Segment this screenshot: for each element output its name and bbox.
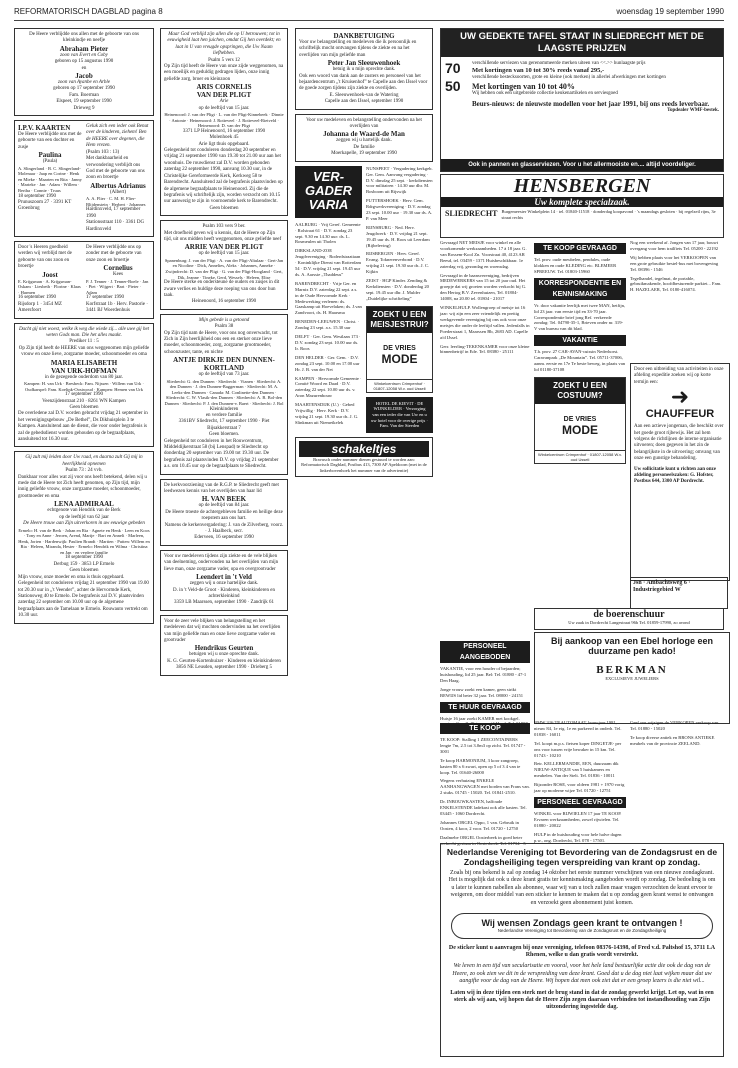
ad-address: Winkelcentrum Crimpenhof · 01807-12058 W.v. oud Usseli	[535, 450, 625, 463]
notice-family: A. Slingerland · B. C. Slingerland-Molenaar · Jaap en Corine · Henk en Mieke · Maarten en Rita · Janny · Marieke · Jan · Adam · Willem · Bertha · Connie · Truus	[18, 165, 82, 194]
meeting-item: ZEIST · HGP Kinder. Zending & Kerkdiensten · D.V. donderdag 20 sept. 19.45 uur dhr. J. Mulder „Duidelijke schrifteling”	[366, 278, 429, 301]
hotel-ad: HOTEL DE KIEVIT · DE WIJNKELDER · Verzorging van een ieder die van Uw en u uw hotel voor de overige prijs · Fam. Van der Steeden	[366, 397, 433, 433]
notice-address: Moerkapelle, 19 september 1990	[331, 151, 397, 157]
notice-sub: zoon van Ayanbe en Arble	[57, 80, 111, 86]
notice-signature: De familie	[353, 144, 375, 150]
notice-name: Abraham Pieter	[59, 44, 109, 53]
section-heading: TE KOOP	[440, 723, 530, 734]
notice-name: Jacob	[75, 72, 93, 81]
meeting-item: DEN HELDER · Ger. Gem. · D.V. zondag 23 sept. 10.00 en 17.00 uur Hr. J. B. van der Net	[295, 354, 360, 372]
boerenschuur-address: Uw zaak in Dordrecht Langestraat 96b Tel. 01859-17990, zo avond	[568, 620, 690, 625]
notice-ref: Psalm 38	[214, 324, 234, 330]
notice-name: ANTJE DIRKJE DEN DUNNEN-	[173, 356, 275, 365]
classified-item: Wegens verhuizing ENKELE AANHANGWAGEN met borden van Frans van. 2 stuks. 01745 - 15020. Tel. 01841-2510.	[440, 778, 530, 796]
notice-address: Derbug 159 · 3853 LP Ermelo	[53, 561, 115, 567]
notice-text: Op Zijn tijd heeft de HEERE van ons weggenomen mijn geliefde vrouw en onze lieve, zorgzame moeder, schoonmoeder en oma	[18, 345, 150, 358]
meeting-item: RIJNSBURG · Ned. Herv. Jeugdwerk · D.V. vrijdag 21 sept. 19.45 uur ds. H. Roos uit Leerdam (Rijbeleving)	[366, 224, 430, 248]
notice-name: Johanna de Waard-de Man	[323, 130, 405, 139]
meetings-left	[295, 166, 362, 437]
notice-quote: De Heere trouw aan Zijn uitverkoren in uw eeuwige gebeden	[23, 521, 145, 527]
zondagsrust-paragraph: Laten wij in deze tijden een sterk met de brug stand in dat de zondag gewerkt krijgt. Let op, wat in een sterk als wij aan, wij hopen dat de Heere Zijn zegen daaraan verbinden tot instandhouding van Zijn uitzondering ingestelde dag.	[450, 989, 714, 1011]
de-vries-logo	[367, 333, 432, 379]
schakeltjes-logo: schakeltjes	[299, 441, 429, 457]
classified-item: WINKEL voor RIJWIELEN 17 jaar TE KOOP. Ervaren werkzaamheden, zowel rijwielen. Tel. 01880 - 20022	[534, 810, 622, 828]
death-notice-den-dunnen	[160, 314, 288, 475]
classified-item: Nog een weekend af. Jongen van 17 jaar, bouwt overgang voor hem trailfiets Tel. 05200 - 22192	[630, 240, 719, 251]
vacancy-title: CHAUFFEUR	[645, 408, 715, 421]
hensbergen-ad	[440, 174, 724, 238]
classifieds-list	[440, 666, 530, 699]
vacancy-contact: Uw sollicitatie kunt u richten aan onze afdeling personeelszaken: G. Hofster, Postbus 644, 3300 AP Dordrecht.	[634, 466, 716, 485]
notice-thanks: betuig ik u mijn oprechte dank.	[332, 67, 396, 73]
classified-item: Johannes ORGEL Oppo, 1 van. Gebruik in Oosten, 4 koor, 2 voor. Tel. 01720 - 12750	[440, 819, 519, 831]
notice-note: De Heere sterke en ondersteune de ouders en zusjes in dit zware verlies en huldige deze roeping van ons door hun taak.	[164, 280, 280, 298]
notice-ref: Psalm 103 vers 9 ber.	[202, 224, 246, 230]
notice-address: Veenzijdenstraat 210 · 8261 WN Kampen	[42, 398, 126, 404]
hensbergen-slogan: Uw komplete specialzaak.	[441, 197, 723, 207]
thanks-notice-sleeuwenhoek	[295, 28, 433, 110]
meetings-list-left	[295, 222, 362, 426]
notice-name: ARRIE VAN DER PLIGT	[184, 243, 264, 252]
meetings-section	[295, 166, 433, 437]
notice-date: op de leeftijd van 15 jaar.	[198, 105, 250, 111]
classifieds-list	[440, 240, 530, 355]
notice-family: E. Krijgsman · A. Krijgsman-Oskam · Liesbeth · Florine · Klaas · Harmen	[18, 278, 81, 295]
notice-note: De overledene zal D.V. worden gebracht vrijdag 21 september in het verenigingsgebouw „De Bethel”, Ds Dikhuisplein 3 te Kampen. Aansluitend aan de dienst, die voor onder begrafenis is zal de gebedsdienst worden gehouden op de begraafplaats, aansluitend tot 16.30 uur.	[18, 411, 148, 443]
meeting-item: PUTTERSHOEK · Herv. Gem. Rdrgwerkvereniging · D.V. zondag 23 sept. 10.00 uur · 19.30 uur ds. A. P. van Meer	[366, 198, 433, 221]
notice-date: op de leeftijd van 15 jaar.	[198, 251, 250, 257]
notice-date: Ederveen, 16 september 1990	[194, 535, 254, 541]
ad-line: Met kortingen van 10 tot 30% reeds vanaf 295,-	[472, 67, 605, 75]
schakeltjes-banner	[295, 437, 433, 478]
classified-item: Wij hebben plaats voor het VERKOOPEN van een grote gebruikte bestel-bus met bovengeving Tel. 08396 - 1546	[630, 254, 719, 272]
section-heading: TE KOOP GEVRAAGD	[534, 243, 626, 254]
notice-note: Mijn vrouw, onze moeder en oma is thuis opgebaard. Gelegenheid tot condoleren vrijdag 21 september 1990 van 19.00 tot 20.30 uur in „'t Veender”, achter de Hervormde Kerk, Stationsweg 40 te Ermelo. De begrafenis zal D.V. plaatsvinden zaterdag 22 september om 10.00 uur op de algemene begraafplaats aan de Tamelaan te Ermelo. Rouwauto vertrekt om 10.30 uur.	[18, 574, 149, 619]
notice-family: Heinenoord: J. van der Pligt · L. van der Pligt-Kinnebeek · Dinnie · Antonie · Heinenoord: J. Rotteveel · J. Rotteveel-Rietveld · Heinenoord: D. van der Pligt	[164, 112, 284, 129]
meeting-item: AALBURG · Vrij Geref. Gemeente · Rolstraat 61 · D.V. zondag 23 sept. 9.30 en 14.30 uur: ds. L. Rosmeulen uit Tholen	[295, 221, 361, 245]
notice-ref: Psalm 5 vers 12	[208, 57, 240, 63]
notice-address: 3361BV Sliedrecht, 17 september 1990 · Piet Bijsakkerstraat 7	[178, 419, 270, 431]
birth-notice-albertus	[86, 124, 150, 233]
hensbergen-footer	[441, 207, 723, 222]
notice-address: Rijsdorp 1 · 3454 MZ Amersfoort	[18, 301, 62, 314]
notice-date: 18 september 1990	[18, 193, 57, 199]
classified-item: Geef ons wijzigen de VERKOPEN verkoop van. Tel. 01880 - 15020	[630, 720, 720, 731]
lower-classifieds-col-3	[630, 720, 722, 840]
notice-text: Voor uw medeleven tijdens zijn ziekte en de vele blijken van deelneming, ondervonden na het overlijden van mijn lieve man, onze zorgzame vader, opa en overgrootvader	[164, 553, 279, 572]
notice-note: Arie ligt thuis opgebaard.	[198, 141, 250, 147]
notice-date: 3371 LP Heinenoord, 16 september 1990	[182, 128, 266, 134]
notice-note: De Heere troeste de achtergebleven familie en heilige deze roepstem aan ons hart.	[165, 509, 283, 522]
notice-name: Peter Jan Sleeuwenhoek	[327, 59, 401, 68]
classified-item: Te koop diverse antiek en BRONS ANTIEKE meubels van de provincie ZEELAND.	[630, 734, 715, 746]
notice-title: I.P.V. KAARTEN	[18, 124, 71, 133]
berkman-sub: EXCLUSIEVE JUWELIERS	[605, 676, 659, 681]
notice-date: 18 september 1990	[64, 555, 104, 561]
classified-item: Betr. KELLERMANDIE, EEN, duurzaam dik NIEUW-ANTIQUE van 5 huiskamers en meubelen. Van der Stelt. Tel. 01836 - 10011	[534, 761, 619, 779]
notice-family: D. in 't Veld-de Groot · Kinderen, kleinkinderen en achterkleinkind	[173, 587, 275, 599]
berkman-logo: BERKMAN	[596, 664, 668, 676]
classified-item: Huisje 16 jaar zoekt KAMER met kookgel.	[440, 715, 520, 721]
logo-text: DE VRIES	[383, 345, 416, 353]
notice-address: 3856 NE Leusden, september 1990 · Drieberg 5	[176, 665, 272, 671]
de-vries-mode-ad-1	[366, 306, 433, 393]
classified-item: T.h. prov. 27 CAR-AVAN-cuissin Nederhorst. Caravanpark „De Mountain”. Tel. 05711-37006, aanm. eerste en 17e Te beste beweg, in plaats van lid 01180-37108	[534, 349, 626, 372]
notice-sub: Arie	[219, 99, 229, 105]
notice-title: DANKBETUIGING	[333, 32, 395, 40]
notice-name: ARIS CORNELIS	[196, 83, 252, 92]
ad-line: Topdealer WMF-bestek.	[667, 108, 719, 114]
notice-place: Elspeet, 19 september 1990	[56, 99, 112, 105]
notice-ref: (Psalm 103 : 13)	[86, 149, 120, 155]
notice-family: Sliedrecht: G. den Dunnen · Sliedrecht · Vianen · Sliedrecht: A. den Dunnen · J. den Dunnen-Baggerman · Sliedrecht: M. A. Leeks-den Dunnen · Canada: M. Conlinette-den Dunnen · Sliedrecht: C. W. Vlasik-den Dunnen · Sliedrecht: A. B. Bol-den Dunnen · Sliedrecht: P. J. den Dunnen-v. Baert · Sliedrecht: J. Bol	[164, 378, 284, 406]
notice-text: Op Zijn tijd nam de Heere, voor ons nog onverwacht, tot Zich in Zijn heerlijkheid ons een en sterker onze lieve moeder, schoonmoeder, zorg, zorgzame grootmoeder, schoonzuster, tante, en nichte	[164, 330, 278, 355]
zondagsrust-paragraph: De sticker kunt u aanvragen bij onze vereniging, telefoon 08376-14398, of Fred v.d. Paltshof 15, 3711 LA Rhenen, welke u dan gratis wordt verstrekt.	[448, 944, 716, 959]
notice-sub: (Paula)	[42, 159, 58, 165]
vacancy-lead: Door een uitbreiding van activiteiten in onze afdeling expeditie zoeken wij op korte termijn een:	[634, 367, 724, 385]
ad-body	[441, 57, 723, 119]
classified-item: WINKELHULP. Wollengroep of meisje tot 16 jaar: wij zijn een zeer vriendelijk en prettig werkgevende vereniging bij ons ook voor onze meisjes die onder de leeftijd vallen. Jedenfalls in Poederstraat 1, Maarssen Bb, 2683 AD. Capelle a/d IJssel.	[440, 305, 530, 340]
notice-text: Ook een woord van dank aan de zusters en personeel van het bejaardencentrum „'t Kruisenhof” te Capelle aan den IJssel voor de goede zorgen tijdens zijn ziekte en overlijden.	[299, 73, 428, 92]
notice-note: Gelegenheid tot condoleren donderdag 20 september en vrijdag 21 september 1990 van 19.30 tot 21.00 uur aan het woonhuis. De rouwdienst zal D.V. worden gehouden zaterdag 22 september 1990, aanvang 10.30 uur, in de Christelijke Gereformeerde Kerk, Kerkweg 58 te Barendrecht. Aansluitend zal de begrafenis plaatsvinden op de algemene begraafplaats te Heinenoord. Zij die de begrafenis wij schriftelijk zijn, worden verzocht om 10.15 uur aanwezig te zijn in voornoemde kerk te Barendrecht.	[164, 148, 283, 205]
birth-notices-pair-2	[14, 241, 154, 319]
notice-name: VAN URK-HOFMAN	[51, 366, 117, 375]
ad-line: Wij hebben ook een uitgebreide collectie keukenartikelen en serviesgoed	[472, 90, 618, 96]
hensbergen-logo: HENSBERGEN	[513, 175, 651, 197]
notice-address: Prunuszoom 27 · 3391 KT Groenbrug	[18, 200, 72, 212]
notice-thanks: betuigen wij u onze oprechte dank.	[189, 652, 259, 658]
ad-headline: ZOEKT U EEN COSTUUM?	[535, 378, 625, 404]
notice-address: 3359 LB Maarssen, september 1990 · Zandrijk 61	[174, 600, 274, 606]
ad-text	[472, 61, 719, 115]
death-notice-arrie-van-der-pligt	[160, 220, 288, 310]
notice-address: Stationsstraat 110 · 3361 DG Hardinxveld	[86, 220, 145, 232]
birth-notices-pair-1	[14, 120, 154, 237]
death-notice-admiraal	[14, 451, 154, 623]
notice-sub: Kees	[113, 272, 123, 278]
notice-address: Drieweg 9	[73, 105, 95, 111]
section-heading: TE HUUR GEVRAAGD	[440, 702, 530, 713]
notice-name: Joost	[42, 270, 58, 279]
notice-and: en	[81, 65, 87, 71]
lower-classifieds-col-1	[440, 720, 530, 846]
notice-text: Met droefheid geven wij u kennis, dat de Heere op Zijn tijd, uit ons midden heeft weggenomen, onze geliefde neef	[164, 230, 282, 242]
notice-date: geboren op 15 augustus 1990	[54, 59, 114, 65]
classified-item: Bijzonder ROSE, voor oldeen 1981 + 1970 vorig jaar op moderne wijze Tel. 01720 - 12751	[534, 782, 625, 794]
meeting-item: KAMPEN · Hervormde Gemeente · Comité Woord en Daad · D.V. zaterdag 22 sept. 10.00 uur ds. v. Aron Mazurenbouw	[295, 375, 362, 399]
notice-text: Voor uw medeleven en belangstelling ondervonden na het overlijden van	[306, 117, 422, 130]
page-header	[14, 6, 724, 21]
header-paper-name: REFORMATORISCH DAGBLAD pagina 8	[14, 7, 163, 16]
classified-item: TE KOOP: Stalling 1 ZEECONTAINERS lengte 7m, 2.5 tot 3.0m3 op zicht. Tel. 01747 - 3001	[440, 737, 526, 754]
ad-line: verschillende bestecksoorten, grote en kleine (ook merken) in allerlei afwerkingen met kortingen	[472, 75, 666, 81]
berkman-ad	[534, 632, 730, 724]
birth-notice-cornelius	[86, 245, 150, 315]
classified-item: Daalmebe ORGEL Oosterbeek in goed beter verkocht gestaan in Oosterbeek. Tel. 01734 - 5	[440, 834, 526, 846]
notice-text: Op Zijn tijd heeft de Heere van onze zijde weggenomen, na een moeilijk en geduldig gedragen lijden, onze innig geliefde zorg, broer en kleinzoon	[164, 64, 284, 82]
tableware-ad	[440, 28, 724, 172]
classified-item: VAKANTIE, voor een houder of bejaarden; huishouding, lid 25 jaar. Bel: Tel. 01880 - 47-1 Den Haag.	[440, 666, 527, 683]
classified-item: Dr. INBOUWKASTEN, halfoude ENKELSTENDE ladekast ook alle kasten. Tel. 03445 - 1060 Dordrecht.	[440, 799, 527, 816]
de-vries-logo	[535, 404, 625, 450]
classified-item: Tel. prov. oude meubelen, pendules, oude klokken en oude KLEDING etc. BLEMEER SPREEUW. Tel. 01803-15960	[534, 257, 617, 274]
classified-item: Jonge vrouw zoekt een kamer, geen strikt BEWIJS lid beter 32 jaar. Tel. 08000 - 24151	[440, 686, 524, 698]
notice-signature: Namens de kerkenvergadering: J. van de Zilverberg, voorz. · J. Haalbeck, secr.	[164, 522, 284, 535]
notice-name: KORTLAND	[203, 364, 245, 373]
thanks-notice-in-t-veld	[160, 550, 288, 611]
arrow-right-icon: ➜	[670, 384, 690, 410]
notice-text: Voor de zeer vele blijken van belangstelling en het medeleven dat wij mochten ondervinden na het overlijden van mijn geliefde man en onze lieve zorgzame vader en grootvader	[164, 618, 281, 643]
zondagsrust-ad	[440, 843, 724, 1057]
notice-flowers: Geen bloemen.	[208, 432, 240, 438]
ad-address: Winkelcentrum Crimpenhof · 01807-12058 W.v. oud Usseli	[367, 379, 432, 392]
classified-item: Gerr. leerling-TEKENKAMER voor onze kleine binnenbetrijf in Ede. Tel. 08380 - 25111	[440, 343, 530, 355]
thanks-notice-geurten	[160, 615, 288, 676]
notice-family: Spanenburg: J. van der Pligt · A. van der Pligt-Altulaar · Gert-Jan en Nicoline · Dick, Annelies, Aleks · Johannes, Anneke · Zwijndrecht: D. van der Pligt · G. van der Pligt-Hoogland · Gert, Dik, Jeanne · Tineke, Gerd, Wessels · Heleen, Elise	[164, 257, 284, 280]
notice-family: Kleinkinderen	[209, 406, 239, 412]
logo-text: MODE	[562, 423, 598, 438]
notice-address: Capelle aan den IJssel, september 1990	[324, 99, 404, 105]
notice-family: A. A. Flier · C. M. H. Flier-Blijdenstein · Herbert · Johannes	[86, 196, 146, 207]
birth-notice-paulina	[18, 124, 82, 233]
right-advertisement-area	[440, 28, 724, 1058]
notice-text: in de gezegende ouderdom van 80 jaar.	[44, 374, 124, 380]
column-family-notices-1	[14, 28, 154, 1058]
notice-flowers: Geen bloemen	[69, 568, 99, 574]
notice-family: Fam. Boerman	[69, 92, 99, 98]
ad-banner: Ook in pannen en glasserviezen. Voor u het allermooiste en.... altijd voordeliger.	[441, 159, 723, 171]
logo-text: DE VRIES	[563, 416, 597, 424]
classified-item: Vr. door vakantie leerlijk met twee MAN, hetfijn, lid 23 jaar. van eerste tijd en 33-70 jaar. Correspondentie brief jong Ref. verkeerde zondag: Tel. 04790-35-1, Brieven onder nr. 319-V van bureau van dit blad.	[534, 302, 626, 332]
notice-name: Albertus Adrianus	[90, 181, 146, 190]
notice-date: geboren op 17 september 1990	[53, 86, 115, 92]
header-date: woensdag 19 september 1990	[616, 7, 724, 16]
classifieds-col-4	[630, 240, 722, 340]
ad-headline: ZOEKT U EEN MEISJESTRUI?	[367, 307, 432, 333]
meeting-item: DELFT · Ger. Gem. Westlaan 173 · D.V. zondag 23 sept. 10.00 uur ds. Ir. Roos	[295, 334, 361, 351]
stamp-sub: Nederlandse Vereniging tot Bevordering van de Zondagsrust en de Zondagsheiliging	[497, 928, 667, 934]
vergader-varia-logo: VER-GADER VARIA	[295, 166, 362, 218]
section-heading: KORRESPONDENTIE EN KENNISMAKING	[534, 278, 626, 300]
boerenschuur-logo: de boerenschuur	[593, 609, 665, 620]
notice-name: MARIA ELISABETH	[50, 358, 118, 367]
birth-notice-joost	[18, 245, 82, 315]
notice-date: op de leeftijd van 62 jaar	[59, 514, 109, 520]
notice-sub: zoon van Evert en Coby	[60, 52, 108, 58]
notice-intro: De Heere verblijdde ons allen met de geboorte van ons kleinkindje en neefje	[29, 32, 139, 44]
notice-address: Molenhoek 45	[209, 135, 239, 141]
ad-headline: UW GEDEKTE TAFEL STAAT IN SLIEDRECHT MET DE LAAGSTE PRIJZEN	[441, 29, 723, 57]
logo-text: MODE	[381, 352, 418, 367]
notice-text: Dankbaar voor alles wat zij voor ons heeft betekend, delen wij u mede dat de Heere tot Zich heeft genomen, op Zijn tijd, mijn innig geliefde vrouw, onze zorgzame moeder, schoonmoeder, grootmoeder en oma	[18, 474, 147, 499]
notice-note: en verdere familie	[205, 412, 243, 418]
thanks-notice-de-waard	[295, 114, 433, 162]
classified-item: Gevraagd NET MEISJE voor winkel en alle voorkomende werkzaamheden. 17 à 18 jaar. G. van Rossem-Kool Zn. Voorstraat 40, 4123 AR Beesd, tel. 03459 - 1371 Huisbeschikbaar. 1e zaterdag vrij, gezondag en woensdag.	[440, 240, 527, 269]
hensbergen-place: SLIEDRECHT	[445, 209, 498, 218]
zondagsrust-paragraph: Zoals bij ons bekend is zal op zondag 14 oktober het eerste nummer verschijnen van een nieuwe zondagkrant. Het is mogelijk dat ook u deze krant gratis ter kennismaking aangeboden wordt op zondag. De bedoeling is om u later te kunnen nabellen als abonnee, waar wij van u toch zullen maar vragen verzochten de krant ervoor te weigeren, om door middel van een sticker te kennen te maken dat u op zondag geen krant wenst te ontvangen en verzoekt geen abonnement juist komen.	[448, 870, 716, 906]
notice-signature: E. Sleeuwenhoek-van de Watering	[329, 92, 399, 98]
meeting-item: BENEDEN-LEEUWEN · Christ. · Zondag 23 sept. a.s. 15.30 uur	[295, 319, 360, 331]
classifieds-list	[534, 811, 626, 844]
notice-address: Korfstraat 1b · Herv. Pastorie · 3441 BJ Woerdenhuis	[86, 301, 148, 314]
notice-place: Hardinxveld, 17 september 1990	[86, 207, 141, 219]
notice-text: Voor uw belangstelling en medeleven die ik persoonlijk en schriftelijk mocht ontvangen tijdens de ziekte en na het overlijden van mijn geliefde man	[299, 40, 417, 58]
notice-text: Met dankbaarheid en verwondering verblijdt ons God met de geboorte van ons zoon en broertje	[86, 156, 145, 181]
boerenschuur-ad	[534, 608, 724, 630]
classified-item: HULP in de huishouding voor hele halve dagen p.w., ong. Dordrecht, Tel. 078 - 17501.	[534, 831, 622, 843]
meeting-item: DIRKSLAND-ZOE Jeugdvereniging · Roderdstraatiaan · Koninklijke Dienst van Rotterdam 54 · D.V. vrijdag 21 sept. 19.45 uur ds. A. Aarssie „Thaddeus”	[295, 248, 362, 277]
notice-text: Door 's Heeren goedheid werden wij verblijd met de geboorte van ons zoon en broertje	[18, 244, 72, 270]
meeting-item: RIJSBERGEN · Herv. Geref. Evang. Toknerenverbond · D.V. vrijdag 21 sept. 19.30 uur ds. J. C. Kijkin	[366, 251, 430, 275]
notice-name: Cornelius	[103, 264, 133, 273]
section-heading: PERSONEEL AANGEBODEN	[440, 641, 530, 663]
notice-name: Paulina	[38, 151, 62, 160]
notice-name: Hendrikus Geurten	[194, 644, 254, 653]
meetings-list-right	[366, 166, 433, 302]
lower-classifieds-col-2	[534, 720, 626, 843]
notice-ref: Psalm 73 : 24 vvb.	[65, 468, 103, 474]
notice-name: Leendert in 't Veld	[196, 573, 252, 582]
classified-item: Gevraagd in de baansvereniging, bedrijven MEDEWERKERS van 15 tot 20 jaar oud. Het groepje dat wij groeien worden verkocht bij G. den Hertog B.V. Zevenhuizen, Tel. 01804-14008, na 20.00 tel. 01804 - 21017	[440, 272, 527, 302]
notice-text: De Heere verblijdde ons op zonder met de geboorte van onze zoon en broertje	[86, 244, 142, 263]
stamp-text: Wij wensen Zondags geen krant te ontvangen !	[481, 918, 683, 929]
meeting-item: BARENDRECHT · Vrije Ger. en Marnix D.V. zaterdag 22 sept. a.s. in de Oude Hervormde Kerk · Medewerking verlenen: ds. Gaaskamp uit Hoevelaken; ds. J.van Zandvoort, ds. H. Haarsma	[295, 280, 362, 316]
column-family-notices-2	[160, 28, 288, 1058]
vacancy-body: Aan een actieve jongeman, die beschikt over het goede groot rijbewijs. Het zal hem volgens de richtlijnen de interne organisatie uitvoeren; doen gegeven in het zin de belangrijkste in de uitvoering; omvang van onze een gunstige behandeling.	[634, 424, 724, 462]
hensbergen-address: Burgemeester Winkelplein 14 · tel. 01840-11518 · donderdag koopavond · 's maandags gesloten · bij regelzeil rijns, 3e straat rechts	[501, 209, 716, 220]
classified-item: BMW 316 TP AUTOMAAT, bouwjaar 1981, nieuw 84, 1e eig. 1e en parkeerd in onderh. Tel. 01838 - 16011	[534, 720, 622, 737]
notice-quote: Gij zult mij leiden door Uw raad, en daarna zult Gij mij in heerlijkheid opnemen	[25, 455, 143, 467]
de-vries-mode-ad-2	[534, 377, 626, 464]
notice-family: Ermelo: H. van de Berk · Johan en Ria · Agnete en Henk · Leen en Koos · Tony en Anne · Jeroen, Arend, Marije · Bart en Anneli · Marleen, Henk, Jorien · Hardenwijk: Paulien Brandt · Martien · Putten: Willem en Ria · Heleen, Miranda, Hester · Ermelo: Hendrik en Wilma · Christina en Jan · en verdere familie	[18, 527, 150, 555]
notice-quote: Geluk zich een ieder ook Benut over de kinderen, ziehem! Ben de HEERE over degenen, die Hem vrezen.	[86, 124, 149, 149]
classified-item: Tel. koopt m.p.s. fietsen koper DINGETJE- per ons voor tussen vrije bewaker in 15 km. Tel. 01743 - 10210	[534, 740, 622, 758]
notice-thanks: zeggen wij u onze hartelijke dank.	[189, 581, 259, 587]
ad-numbers	[445, 61, 467, 115]
classified-item: Tegelhandel, tegelmat, de portable, gebruikmakende, hoofdbesturende parkiet... Fam. H. HAZELAER, Tel. 0180-416074.	[630, 275, 722, 293]
notice-text: De kerkvoorziening van de R.G.P. te Sliedrecht geeft met leedwezen kennis van het overlijden van haar lid	[164, 482, 279, 495]
notice-flowers: Geen bloemen	[209, 205, 239, 211]
ad-line: verschillende serviezen van gerenommeerde merken uiteen van <<.>> hunlaagste prijs	[472, 61, 646, 66]
ad-line: Beurs-nieuws: de nieuwste modellen voor het jaar 1991, bij ons reeds leverbaar.	[472, 100, 710, 109]
meeting-item: NUNSPEET · Vergadering kerkgeb. Ger. Gem. Aanvang vergadering · D.V. dinsdag 25 sept. · kerkdiensten voor militairen · 14.30 uur dhr. M. Bosboom uit Rijswijk	[366, 165, 433, 195]
zondagsrust-stamp	[451, 913, 713, 939]
column-thanks-and-meetings	[295, 28, 433, 1058]
notice-date: 17 september 1990	[64, 392, 104, 398]
chauffeur-vacancy-ad	[630, 363, 730, 581]
jsn-logo-box: Jsn · Ambachtsweg 6 · Industriegebied W	[630, 577, 728, 609]
notice-note: Gelegenheid tot condoleren in het Rouwcentrum, Middeldijkerstraat 58 (bij Lenspad) te Sliedrecht op donderdag 20 september van 19.00 tot 19.30 uur. De begrafenis zal plaatsvinden D.V. op vrijdag 21 september a.s. om 10.45 uur op de begraafplaats te Sliedrecht.	[164, 438, 279, 470]
death-notice-van-beek	[160, 479, 288, 546]
notice-family: K. G. Geurten-Kortenhuizer · Kinderen en kleinkinderen	[167, 658, 281, 664]
ad-line: Met kortingen van 10 tot 40%	[472, 81, 575, 91]
classified-item: Te koop HARMONIUM, 3 koor zangroep, kasten 80 x 6 zwart, open op 5 of 3 4 van te koop. Tel. 01640-26000	[440, 757, 521, 775]
notice-flowers: Geen bloemen	[69, 405, 99, 410]
notice-thanks: zeggen wij u hartelijk dank.	[336, 138, 392, 144]
meeting-item: MAARTENSDIJK (U.) · Gebed Vrijwillig · Herv. Kerk · D.V. vrijdag 21 sept. 19.30 uur ds. J. G. Slinkman uit Niemeikelek	[295, 402, 359, 425]
notice-name: LENA ADMIRAAL	[54, 500, 114, 509]
classifieds-list	[534, 720, 626, 794]
schakeltjes-text: Bravusch onder nummer dienen gestuurd te worden aan: Reformatorisch Dagblad, Postbus 413, 7300 AP Apeldoorn (met in de linkerbovenhoek het nummer van de advertentie)	[301, 456, 427, 473]
classifieds-list	[630, 720, 722, 747]
zondagsrust-paragraph: We leven in een tijd van secularisatie en vooral, voor het hele land bestuurlijke actie die ook de dag van de Heere, zo ook zien we dit in de verspreiding van deze krant. Goed dat u de dag niet laat wijken maar dat uw aangifte voor de dag van de Heere. Wij hopen dat men ook ziet dat er een groep lezers is die niet wil...	[452, 963, 712, 985]
zondagsrust-title: Nederlandse Vereniging tot Bevordering van de Zondagsrust en de Zondagsheiliging tegen verspreiding van krant op zondag.	[446, 847, 718, 867]
death-notice-van-urk	[14, 323, 154, 448]
notice-text: echtgenote van Hendrik van de Berk	[47, 508, 121, 514]
ad-number: 50	[445, 78, 461, 94]
notice-date: 16 september 1990	[18, 295, 57, 301]
death-notice-aris-van-der-pligt	[160, 28, 288, 216]
notice-family: P. J. Tenner · J. Tenner-Boele · Jan · Piet · Wijgert · Bart · Pieter · Adam	[86, 278, 149, 295]
notice-date: Heinenoord, 16 september 1990	[191, 299, 257, 305]
section-heading: VAKANTIE	[534, 335, 626, 346]
classifieds-col-1	[440, 240, 530, 684]
birth-notice-boerman	[14, 28, 154, 116]
notice-sub: (Albert)	[109, 189, 127, 195]
notice-quote: Dacht gij niet woest, welke ik weg die wiede zij... alle uwe gij het weten Gods man. Die het alles maakt.	[18, 326, 150, 338]
berkman-headline: Bij aankoop van een Ebel horloge een duurzame pen kado!	[550, 636, 714, 656]
notice-family: Kampen: H. van Urk · Bresbeck: Fam. Nijssen · Willem van Urk · Oudkarspel: Fam. Koelink-Oostwoud · Kampen: Hemen van Urk	[24, 381, 144, 392]
notice-quote: Mijn gebede is u getoond	[198, 317, 250, 323]
ad-number: 70	[445, 60, 461, 76]
meetings-right	[366, 166, 433, 437]
classifieds-list	[440, 737, 530, 847]
notice-text: De Heere verblijdde ons met de geboorte van een dochter en zusje	[18, 132, 82, 150]
notice-date: op de leeftijd van 73 jaar.	[198, 372, 250, 378]
section-heading: PERSONEEL GEVRAAGD	[534, 797, 626, 808]
notice-name: H. VAN BEEK	[201, 495, 247, 504]
notice-ref: Prediker 11 : 5	[69, 339, 99, 345]
notice-date: 17 september 1990	[86, 295, 125, 301]
notice-date: op de leeftijd van 84 jaar.	[198, 503, 250, 509]
notice-quote: Maar God verblijd zijn allen die op U betrouwen; tot in eeuwigheid laat hen juichen, omdat Gij hen overdekt; en laat in U van vreugde opspringen, die Uw Naam liefhebben.	[167, 32, 281, 57]
notice-name: VAN DER PLIGT	[196, 91, 252, 100]
